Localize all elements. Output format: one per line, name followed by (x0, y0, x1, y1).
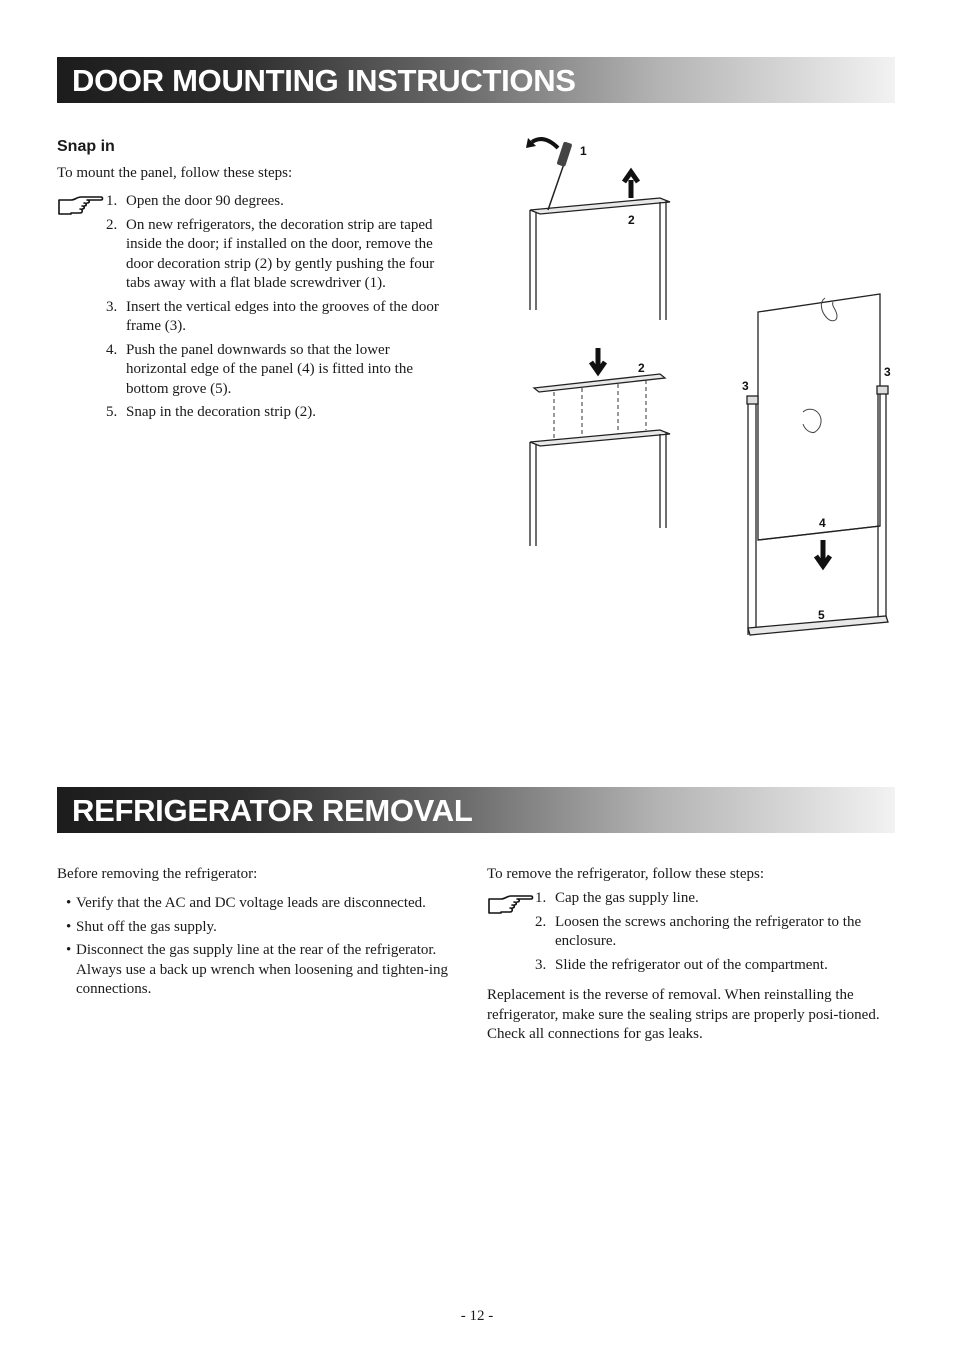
door-mounting-figure (520, 130, 900, 645)
list-item: 2. On new refrigerators, the decoration strip are taped inside the door; if installed on the door, remove the door decoration strip (2) by gently pushing the four tabs away with a flat blade screwdriver (1). (106, 216, 435, 291)
callout-4: 4 (819, 516, 826, 530)
section-banner-door-mounting (57, 57, 895, 103)
list-item: • Shut off the gas supply. (66, 918, 217, 935)
screwdriver-icon (526, 138, 572, 210)
replacement-note: Replacement is the reverse of removal. When reinstalling the refrigerator, make sure the sealing strips are properly posi-tioned. Check all connections for gas leaks. (487, 987, 880, 1042)
list-item: 3. Insert the vertical edges into the grooves of the door frame (3). (106, 298, 439, 334)
list-item: • Disconnect the gas supply line at the rear of the refrigerator. Always use a back up wrench when loosening and tighten-ing connections. (66, 942, 448, 997)
callout-2-top: 2 (628, 213, 635, 227)
section-title: REFRIGERATOR REMOVAL (72, 793, 473, 828)
callout-3-left: 3 (742, 379, 749, 393)
section-title: DOOR MOUNTING INSTRUCTIONS (72, 63, 576, 98)
list-item: 3. Slide the refrigerator out of the compartment. (535, 956, 828, 973)
removal-steps (535, 889, 887, 979)
list-item: 1. Open the door 90 degrees. (106, 193, 284, 209)
arrow-down-icon (591, 348, 605, 372)
page-number: - 12 - (460, 1308, 494, 1324)
mounting-steps (106, 192, 446, 427)
section-banner-refrigerator-removal (57, 787, 895, 833)
subsection-title: Snap in (57, 138, 115, 155)
list-item: 2. Loosen the screws anchoring the refrigerator to the enclosure. (535, 913, 862, 949)
pointing-hand-icon (487, 893, 535, 917)
right-intro-text: To remove the refrigerator, follow these steps: (487, 866, 765, 882)
door-frame-top (530, 198, 670, 320)
door-panel (758, 294, 880, 540)
door-frame-bottom (530, 430, 670, 546)
list-item: • Verify that the AC and DC voltage leads are disconnected. (66, 895, 426, 911)
decoration-strip (534, 374, 665, 392)
callout-1: 1 (580, 144, 587, 158)
pointing-hand-icon (57, 194, 105, 218)
left-intro-text: Before removing the refrigerator: (57, 866, 258, 882)
list-item: 4. Push the panel downwards so that the lower horizontal edge of the panel (4) is fitted into the bottom grove (5). (106, 341, 413, 397)
list-item: 1. Cap the gas supply line. (535, 890, 699, 906)
callout-2-insert: 2 (638, 361, 645, 375)
callout-5: 5 (818, 608, 825, 622)
arrow-down-icon (816, 540, 830, 566)
intro-text: To mount the panel, follow these steps: (57, 165, 293, 181)
prerequisite-bullets (57, 894, 465, 1004)
arrow-up-icon (624, 172, 638, 198)
callout-3-right: 3 (884, 365, 891, 379)
list-item: 5. Snap in the decoration strip (2). (106, 404, 316, 420)
